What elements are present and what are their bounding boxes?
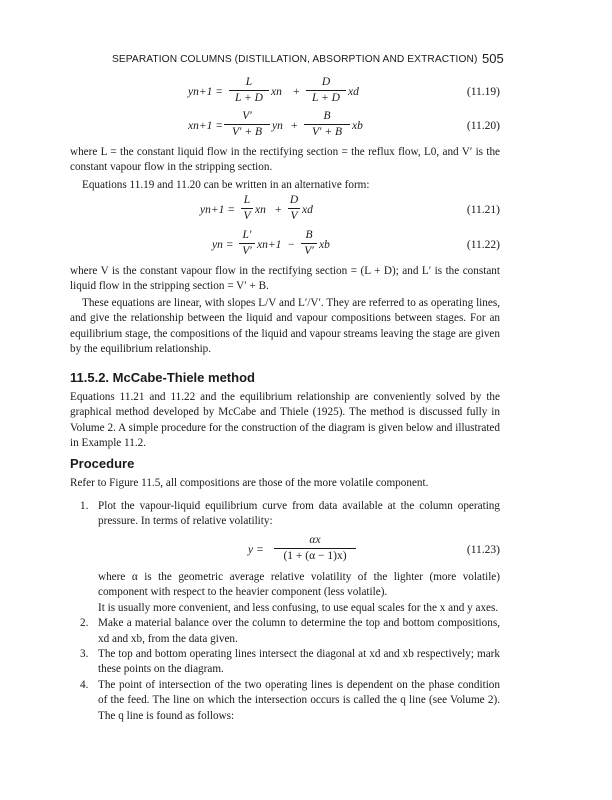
eq-fraction: B V′ bbox=[300, 229, 318, 258]
list-item-text: Make a material balance over the column to determine the top and bottom compositions, xd and xb, from the data given. bbox=[98, 617, 500, 645]
eq-lhs: yn+1 = bbox=[200, 204, 235, 216]
eq-variable: yn bbox=[272, 120, 283, 132]
list-marker: 3. bbox=[80, 648, 89, 661]
equation-11-19 bbox=[70, 76, 500, 110]
page-number: 505 bbox=[482, 51, 504, 66]
list-item-text: The top and bottom operating lines intersect the diagonal at xd and xb respectively; mark these points on the diagram. bbox=[98, 648, 500, 676]
eq-variable: xn+1 bbox=[257, 239, 282, 251]
paragraph-alternative-form: Equations 11.19 and 11.20 can be written in an alternative form: bbox=[82, 179, 370, 191]
running-header: SEPARATION COLUMNS (DISTILLATION, ABSORPTION AND EXTRACTION) bbox=[112, 54, 478, 65]
equation-number: (11.20) bbox=[466, 120, 500, 132]
list-item-text: where α is the geometric average relative volatility of the lighter (more volatile) component with respect to the heavier component (less volatile). bbox=[98, 571, 500, 599]
equation-number: (11.23) bbox=[466, 544, 500, 556]
eq-lhs: yn = bbox=[212, 239, 234, 251]
eq-lhs: yn+1 = bbox=[188, 86, 223, 98]
equation-11-20 bbox=[70, 110, 500, 144]
equation-number: (11.19) bbox=[466, 86, 500, 98]
equation-number: (11.22) bbox=[466, 239, 500, 251]
equation-number: (11.21) bbox=[466, 204, 500, 216]
eq-fraction: D V bbox=[289, 194, 299, 222]
eq-lhs: xn+1 = bbox=[188, 120, 223, 132]
paragraph-procedure-intro: Refer to Figure 11.5, all compositions are those of the more volatile component. bbox=[70, 477, 429, 489]
list-marker: 1. bbox=[80, 500, 89, 512]
equation-11-21 bbox=[70, 194, 500, 228]
list-marker: 4. bbox=[80, 678, 89, 691]
equation-11-23 bbox=[70, 534, 500, 568]
list-item-text: The point of intersection of the two operating lines is dependent on the phase condition of the feed. The line on which the intersection occurs is called the q line (see Volume 2). The q line is found as follows: bbox=[98, 678, 500, 722]
list-item bbox=[70, 616, 500, 647]
eq-operator: − bbox=[288, 239, 295, 251]
paragraph-vapour-flow: where V is the constant vapour flow in the rectifying section = (L + D); and L′ is the constant liquid flow in the stripping section = V′ + B. bbox=[70, 265, 500, 293]
eq-variable: xd bbox=[302, 204, 313, 216]
list-item-text: It is usually more convenient, and less confusing, to use equal scales for the x and y axes. bbox=[98, 601, 499, 614]
eq-fraction: B V′ + B bbox=[303, 110, 351, 139]
list-item bbox=[70, 647, 500, 678]
eq-fraction: L′ V′ bbox=[238, 229, 256, 258]
eq-fraction: L L + D bbox=[228, 76, 270, 105]
list-item-note bbox=[70, 601, 500, 616]
eq-operator: + bbox=[293, 86, 300, 98]
list-item bbox=[70, 499, 500, 530]
list-item-note bbox=[70, 570, 500, 601]
list-item-text: Plot the vapour-liquid equilibrium curve from data available at the column operating pressure. In terms of relative volatility: bbox=[98, 500, 500, 528]
list-item bbox=[70, 678, 500, 724]
eq-variable: xb bbox=[319, 239, 330, 251]
paragraph-mccabe-thiele: Equations 11.21 and 11.22 and the equilibrium relationship are conveniently solved by the graphical method developed by McCabe and Thiele (1925). The method is discussed fully in Volume 2. A simple procedure for the construction of the diagram is given below and illustrated in Example 11.2. bbox=[70, 391, 500, 450]
paragraph-operating-lines: These equations are linear, with slopes L/V and L′/V′. They are referred to as operating lines, and give the relationship between the liquid and vapour compositions between stages. For an equilibrium stage, the compositions of the liquid and vapour streams leaving the stage are given by the equilibrium relationship. bbox=[70, 297, 500, 356]
eq-lhs: y = bbox=[248, 544, 264, 556]
eq-operator: + bbox=[291, 120, 298, 132]
equation-11-22 bbox=[70, 229, 500, 263]
eq-fraction: D L + D bbox=[305, 76, 347, 105]
eq-variable: xb bbox=[352, 120, 363, 132]
eq-fraction: αx (1 + (α − 1)x) bbox=[273, 534, 357, 563]
paragraph-definitions: where L = the constant liquid flow in the rectifying section = the reflux flow, L0, and V′ is the constant vapour flow in the stripping section. bbox=[70, 146, 500, 174]
eq-fraction: L V bbox=[240, 194, 254, 223]
eq-fraction: V′ V′ + B bbox=[223, 110, 271, 139]
eq-variable: xn bbox=[271, 86, 282, 98]
eq-operator: + bbox=[275, 204, 282, 216]
eq-variable: xn bbox=[255, 204, 266, 216]
eq-variable: xd bbox=[348, 86, 359, 98]
section-heading: 11.5.2. McCabe-Thiele method bbox=[70, 370, 255, 385]
procedure-heading: Procedure bbox=[70, 456, 135, 471]
list-marker: 2. bbox=[80, 617, 89, 630]
procedure-list-continued bbox=[70, 570, 500, 724]
procedure-list bbox=[70, 499, 500, 530]
